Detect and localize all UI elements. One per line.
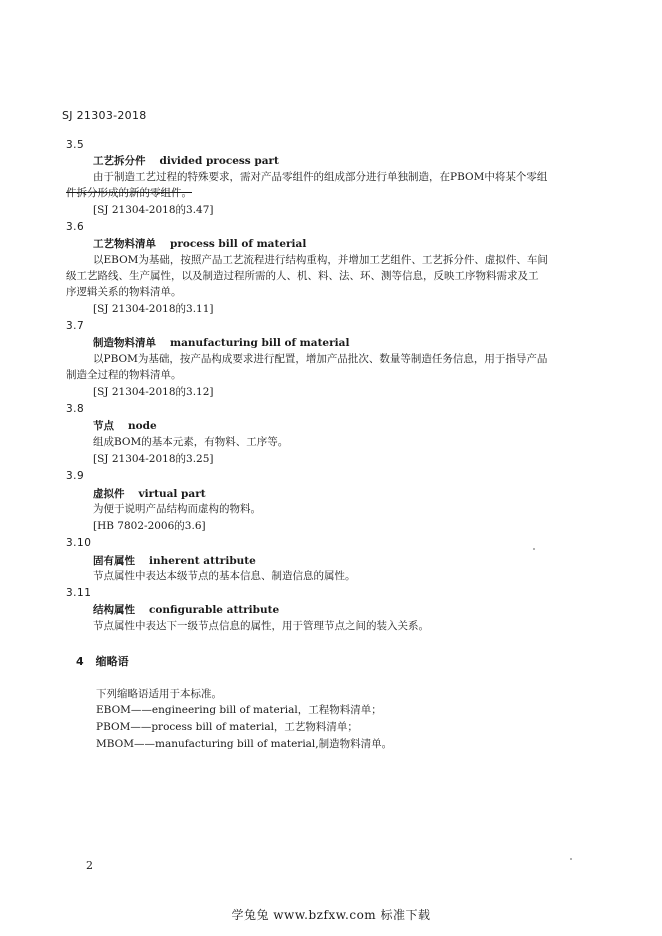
definition-line: 以EBOM为基础，按照产品工艺流程进行结构重构，并增加工艺组件、工艺拆分件、虚拟件、车间	[93, 254, 548, 266]
definition-line: 为便于说明产品结构而虚构的物料。	[93, 503, 261, 515]
term-en: manufacturing bill of material	[170, 337, 350, 349]
term-title	[93, 335, 349, 350]
watermark-footer: 学兔兔 www.bzfxw.com 标准下载	[231, 908, 431, 922]
term-number: 3.7	[66, 320, 85, 332]
abbreviation-item: PBOM——process bill of material，工艺物料清单；	[96, 721, 358, 733]
term-number: 3.10	[66, 537, 92, 549]
term-title	[93, 236, 306, 251]
definition-line: 节点属性中表达本级节点的基本信息、制造信息的属性。	[93, 570, 356, 582]
definition-line: 制造全过程的物料清单。	[66, 369, 182, 381]
definition-line: 节点属性中表达下一级节点信息的属性，用于管理节点之间的装入关系。	[93, 620, 429, 632]
term-cn: 制造物料清单	[93, 337, 156, 349]
abbreviation-item: MBOM——manufacturing bill of material,制造物料清单。	[96, 738, 393, 750]
term-cn: 固有属性	[93, 555, 135, 567]
source-reference: [SJ 21304-2018的3.11]	[93, 303, 214, 315]
abbreviation-item: EBOM——engineering bill of material，工程物料清单；	[96, 704, 382, 716]
term-en: divided process part	[159, 155, 279, 167]
term-number: 3.8	[66, 403, 85, 415]
scan-speck	[570, 858, 572, 860]
document-id: SJ 21303-2018	[62, 109, 147, 122]
definition-line: 件拆分形成的新的零组件。	[66, 187, 192, 199]
source-reference: [HB 7802-2006的3.6]	[93, 520, 206, 532]
definition-line: 序逻辑关系的物料清单。	[66, 286, 182, 298]
term-title	[93, 553, 256, 568]
term-en: node	[128, 420, 157, 432]
term-cn: 虚拟件	[93, 488, 125, 500]
source-reference: [SJ 21304-2018的3.47]	[93, 204, 214, 216]
term-title	[93, 486, 206, 501]
term-en: inherent attribute	[149, 555, 256, 567]
term-en: configurable attribute	[149, 604, 280, 616]
term-cn: 工艺物料清单	[93, 238, 156, 250]
term-title	[93, 153, 279, 168]
definition-line: 由于制造工艺过程的特殊要求，需对产品零组件的组成部分进行单独制造，在PBOM中将某个零组	[93, 171, 548, 183]
term-title	[93, 418, 157, 433]
definition-line: 级工艺路线、生产属性，以及制造过程所需的人、机、料、法、环、测等信息，反映工序物料需求及工	[66, 270, 539, 282]
source-reference: [SJ 21304-2018的3.12]	[93, 386, 214, 398]
term-cn: 节点	[93, 420, 114, 432]
definition-line: 组成BOM的基本元素，有物料、工序等。	[93, 436, 289, 448]
section-number: 4	[76, 655, 84, 668]
section-title: 缩略语	[95, 655, 129, 668]
definition-line: 以PBOM为基础，按产品构成要求进行配置，增加产品批次、数量等制造任务信息，用于指导产品	[93, 353, 548, 365]
term-number: 3.5	[66, 139, 85, 151]
term-title	[93, 602, 279, 617]
term-en: process bill of material	[170, 238, 307, 250]
section-intro: 下列缩略语适用于本标准。	[96, 688, 222, 700]
page-number: 2	[86, 859, 93, 872]
term-en: virtual part	[138, 488, 206, 500]
term-number: 3.9	[66, 470, 85, 482]
term-cn: 结构属性	[93, 604, 135, 616]
term-cn: 工艺拆分件	[93, 155, 146, 167]
source-reference: [SJ 21304-2018的3.25]	[93, 453, 214, 465]
term-number: 3.6	[66, 221, 85, 233]
term-number: 3.11	[66, 587, 92, 599]
section-heading	[76, 653, 129, 669]
scan-speck	[533, 548, 535, 550]
